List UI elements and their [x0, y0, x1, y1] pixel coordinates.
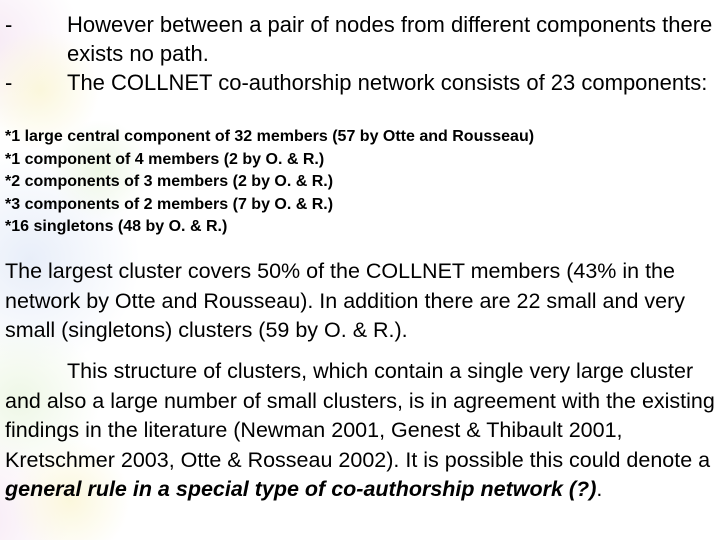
component-list-item: *16 singletons (48 by O. & R.) [5, 218, 228, 235]
bullet-text: However between a pair of nodes from different components there exists no path. [67, 12, 713, 66]
paragraph-largest-cluster: The largest cluster covers 50% of the COLLNET members (43% in the network by Otte and Rousseau). In addition there are 22 small and very small (singletons) clusters (59 by O. & R.). [5, 259, 686, 342]
paragraph-structure [5, 357, 717, 505]
paragraph-text: This structure of clusters, which contain a single very large cluster and also a large number of small clusters, is in agreement with the existing findings in the literature (Newman 2001, Genest & Thibault 2001, Kretschmer 2003, Otte & Rosseau 2002). It is possible this could denote a [5, 359, 715, 472]
component-list-item: *3 components of 2 members (7 by O. & R.) [5, 195, 334, 213]
bullet-marker: - [5, 70, 13, 95]
bullet-item [0, 68, 720, 128]
paragraph-end: . [596, 477, 603, 501]
component-list-item: *1 large central component of 32 members (57 by Otte and Rousseau) [5, 128, 535, 145]
component-list-item: *2 components of 3 members (2 by O. & R.) [5, 173, 334, 190]
bullet-marker: - [5, 12, 13, 37]
bullet-text: The COLLNET co-authorship network consists of 23 components: [67, 70, 708, 95]
bullet-item [0, 10, 720, 70]
component-list [5, 126, 715, 239]
component-list-item: *1 component of 4 members (2 by O. & R.) [5, 150, 325, 168]
emphasized-text: general rule in a special type of co-authorship network (?) [5, 477, 597, 501]
